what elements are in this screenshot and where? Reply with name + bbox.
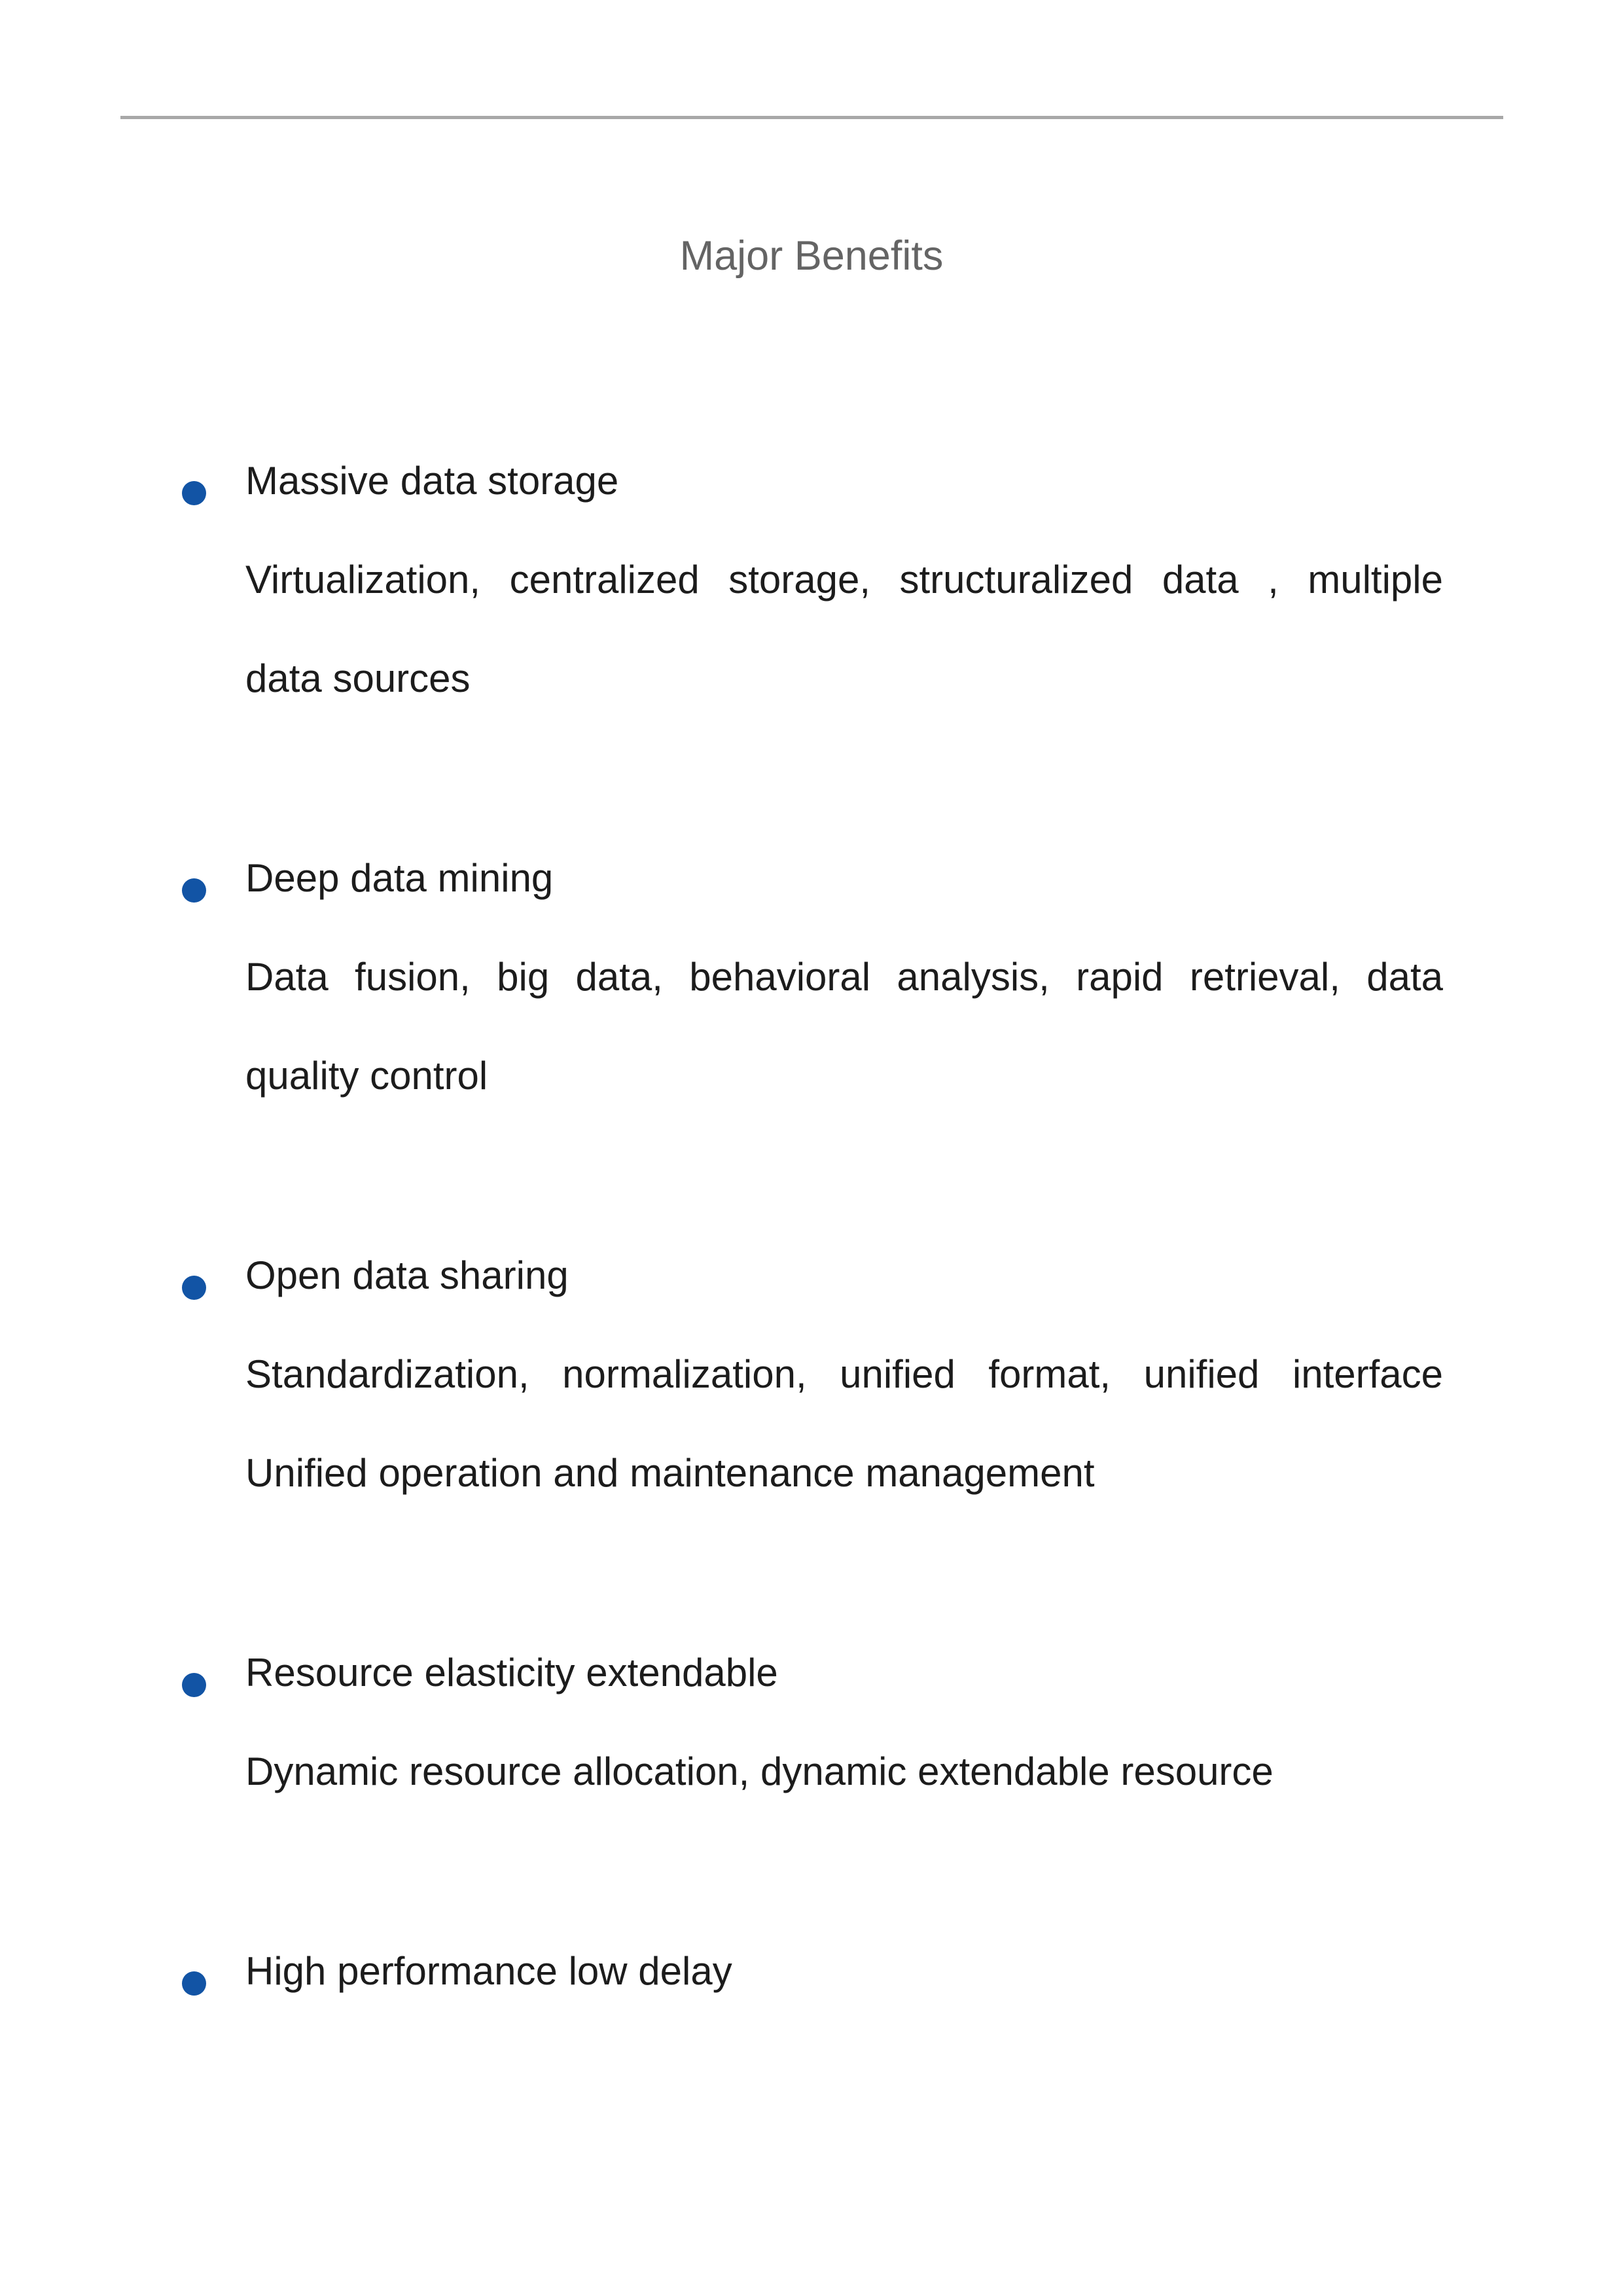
bullet-icon [182,481,206,505]
benefit-heading-line [245,1922,1443,2020]
benefit-item [245,1623,1443,1821]
benefit-heading: Open data sharing [245,1253,569,1297]
benefit-description-line: Unified operation and maintenance management [245,1451,1095,1495]
benefits-list [245,431,1443,2121]
benefit-description-line: Dynamic resource allocation, dynamic extendable resource [245,1749,1274,1793]
bullet-icon [182,1673,206,1697]
divider-line [120,116,1503,119]
benefit-description-line: Virtualization, centralized storage, structuralized data , multiple [245,558,1443,601]
benefit-description-line: Standardization, normalization, unified format, unified interface [245,1352,1443,1396]
benefit-heading-line [245,1623,1443,1722]
benefit-item [245,1226,1443,1522]
page-title: Major Benefits [679,233,944,279]
bullet-icon [182,1276,206,1300]
benefit-description-line: data sources [245,656,471,700]
benefit-heading: Resource elasticity extendable [245,1651,778,1695]
benefit-heading: Massive data storage [245,459,619,503]
bullet-icon [182,878,206,903]
benefit-description-line: Data fusion, big data, behavioral analysis, rapid retrieval, data [245,955,1443,999]
benefit-item [245,829,1443,1125]
benefit-item [245,1922,1443,2020]
benefit-heading-line [245,1226,1443,1325]
benefit-description-line: quality control [245,1054,488,1098]
benefit-heading: Deep data mining [245,856,554,900]
bullet-icon [182,1971,206,1996]
benefit-item [245,431,1443,728]
benefit-heading-line [245,431,1443,530]
benefit-heading-line [245,829,1443,927]
benefit-heading: High performance low delay [245,1949,732,1993]
